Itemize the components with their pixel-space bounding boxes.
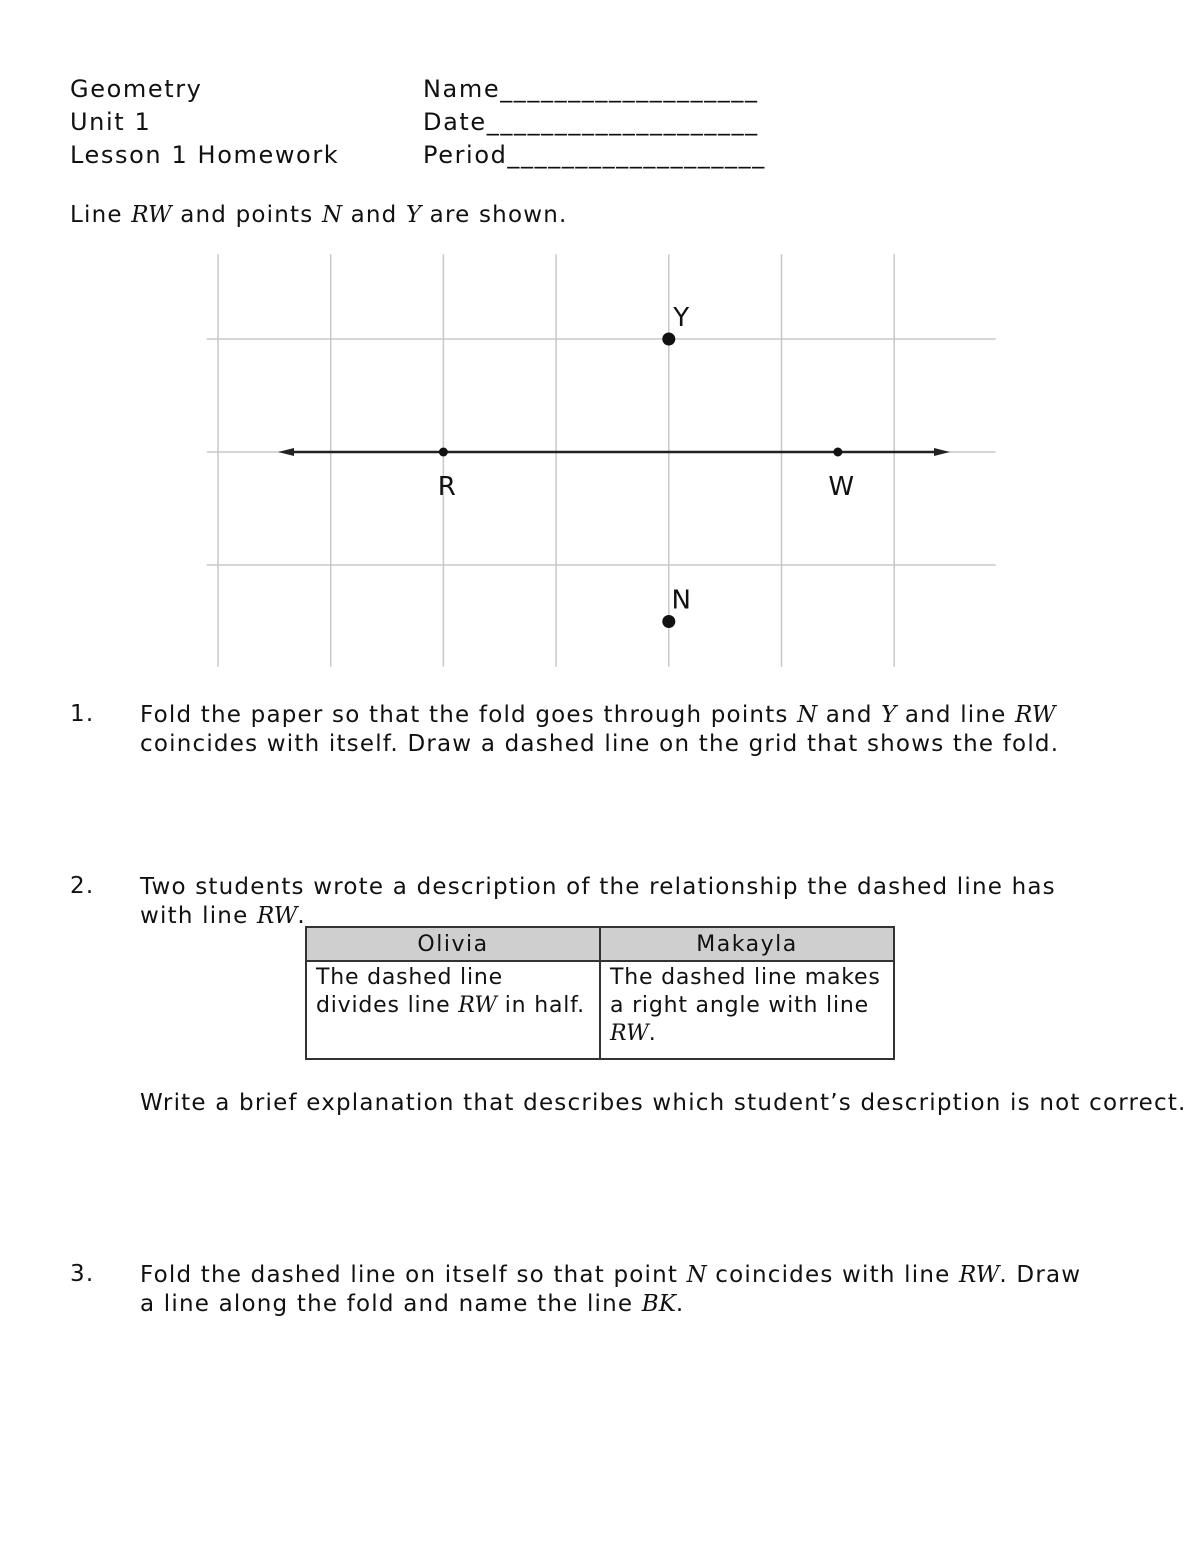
course-title: Geometry [70,75,203,103]
question-text-part: . [297,903,306,929]
question-2-number: 2. [70,873,95,899]
point-n-label: N [671,585,693,616]
question-1-number: 1. [70,701,95,727]
figure-points [438,303,856,628]
table-row [306,961,894,1059]
math-line-rw: RW [131,202,172,228]
question-text-part: and [817,702,882,728]
question-text-part: Fold the paper so that the fold goes through points [140,702,798,728]
math-line-rw: RW [610,1021,649,1046]
lesson-label: Lesson 1 Homework [70,141,340,169]
arrowhead-right-icon [934,448,950,456]
math-point-y: Y [881,702,897,728]
point-r-dot [439,448,448,457]
question-3-text [140,1261,1100,1319]
makayla-description [600,961,894,1059]
math-line-rw: RW [1015,702,1056,728]
math-line-rw: RW [458,993,497,1018]
question-1-text [140,701,1140,759]
point-w-dot [833,448,842,457]
grid-lines [207,254,996,666]
cell-text-part: The dashed line makes a right angle with line [610,965,881,1018]
math-point-n: N [321,202,343,228]
line-rw [278,448,950,456]
question-text-part: . [675,1291,685,1317]
date-field: Date____________________ [423,108,759,136]
point-n-dot [662,615,675,628]
math-line-rw: RW [256,903,298,929]
makayla-header: Makayla [600,927,894,961]
question-text-part: . Draw a line along the fold and name the line [140,1262,1082,1317]
point-w-label: W [828,472,856,502]
intro-text-part: Line [70,202,132,228]
question-text-part: Two students wrote a description of the relationship the dashed line has with line [140,874,1056,929]
intro-text-part: and [342,202,406,228]
question-3-number: 3. [70,1261,95,1287]
math-point-n: N [797,702,818,728]
cell-text-part: The dashed line divides line [316,965,503,1018]
point-r-label: R [437,472,458,502]
unit-label: Unit 1 [70,108,152,136]
question-2-followup: Write a brief explanation that describes which student’s description is not correct. [140,1090,1187,1116]
intro-text-part: and points [171,202,322,228]
name-field: Name___________________ [423,75,759,103]
table-header-row [306,927,894,961]
coordinate-grid-figure [0,0,1200,700]
question-text-part: coincides with itself. Draw a dashed line on the grid that shows the fold. [140,731,1060,757]
period-field: Period___________________ [423,141,766,169]
math-point-n: N [686,1262,707,1288]
question-text-part: Fold the dashed line on itself so that point [140,1262,687,1288]
math-point-y: Y [405,202,422,228]
olivia-description [306,961,600,1059]
arrowhead-left-icon [278,448,294,456]
point-y-dot [662,333,675,346]
cell-text-part: in half. [496,993,585,1018]
question-text-part: and line [896,702,1016,728]
cell-text-part: . [648,1021,657,1046]
question-text-part: coincides with line [706,1262,959,1288]
intro-text-part: are shown. [421,202,568,228]
question-2-text [140,873,1075,931]
olivia-header: Olivia [306,927,600,961]
point-y-label: Y [673,303,691,333]
math-line-rw: RW [958,1262,1000,1288]
student-comparison-table [305,926,895,1060]
math-line-bk: BK [641,1291,676,1317]
